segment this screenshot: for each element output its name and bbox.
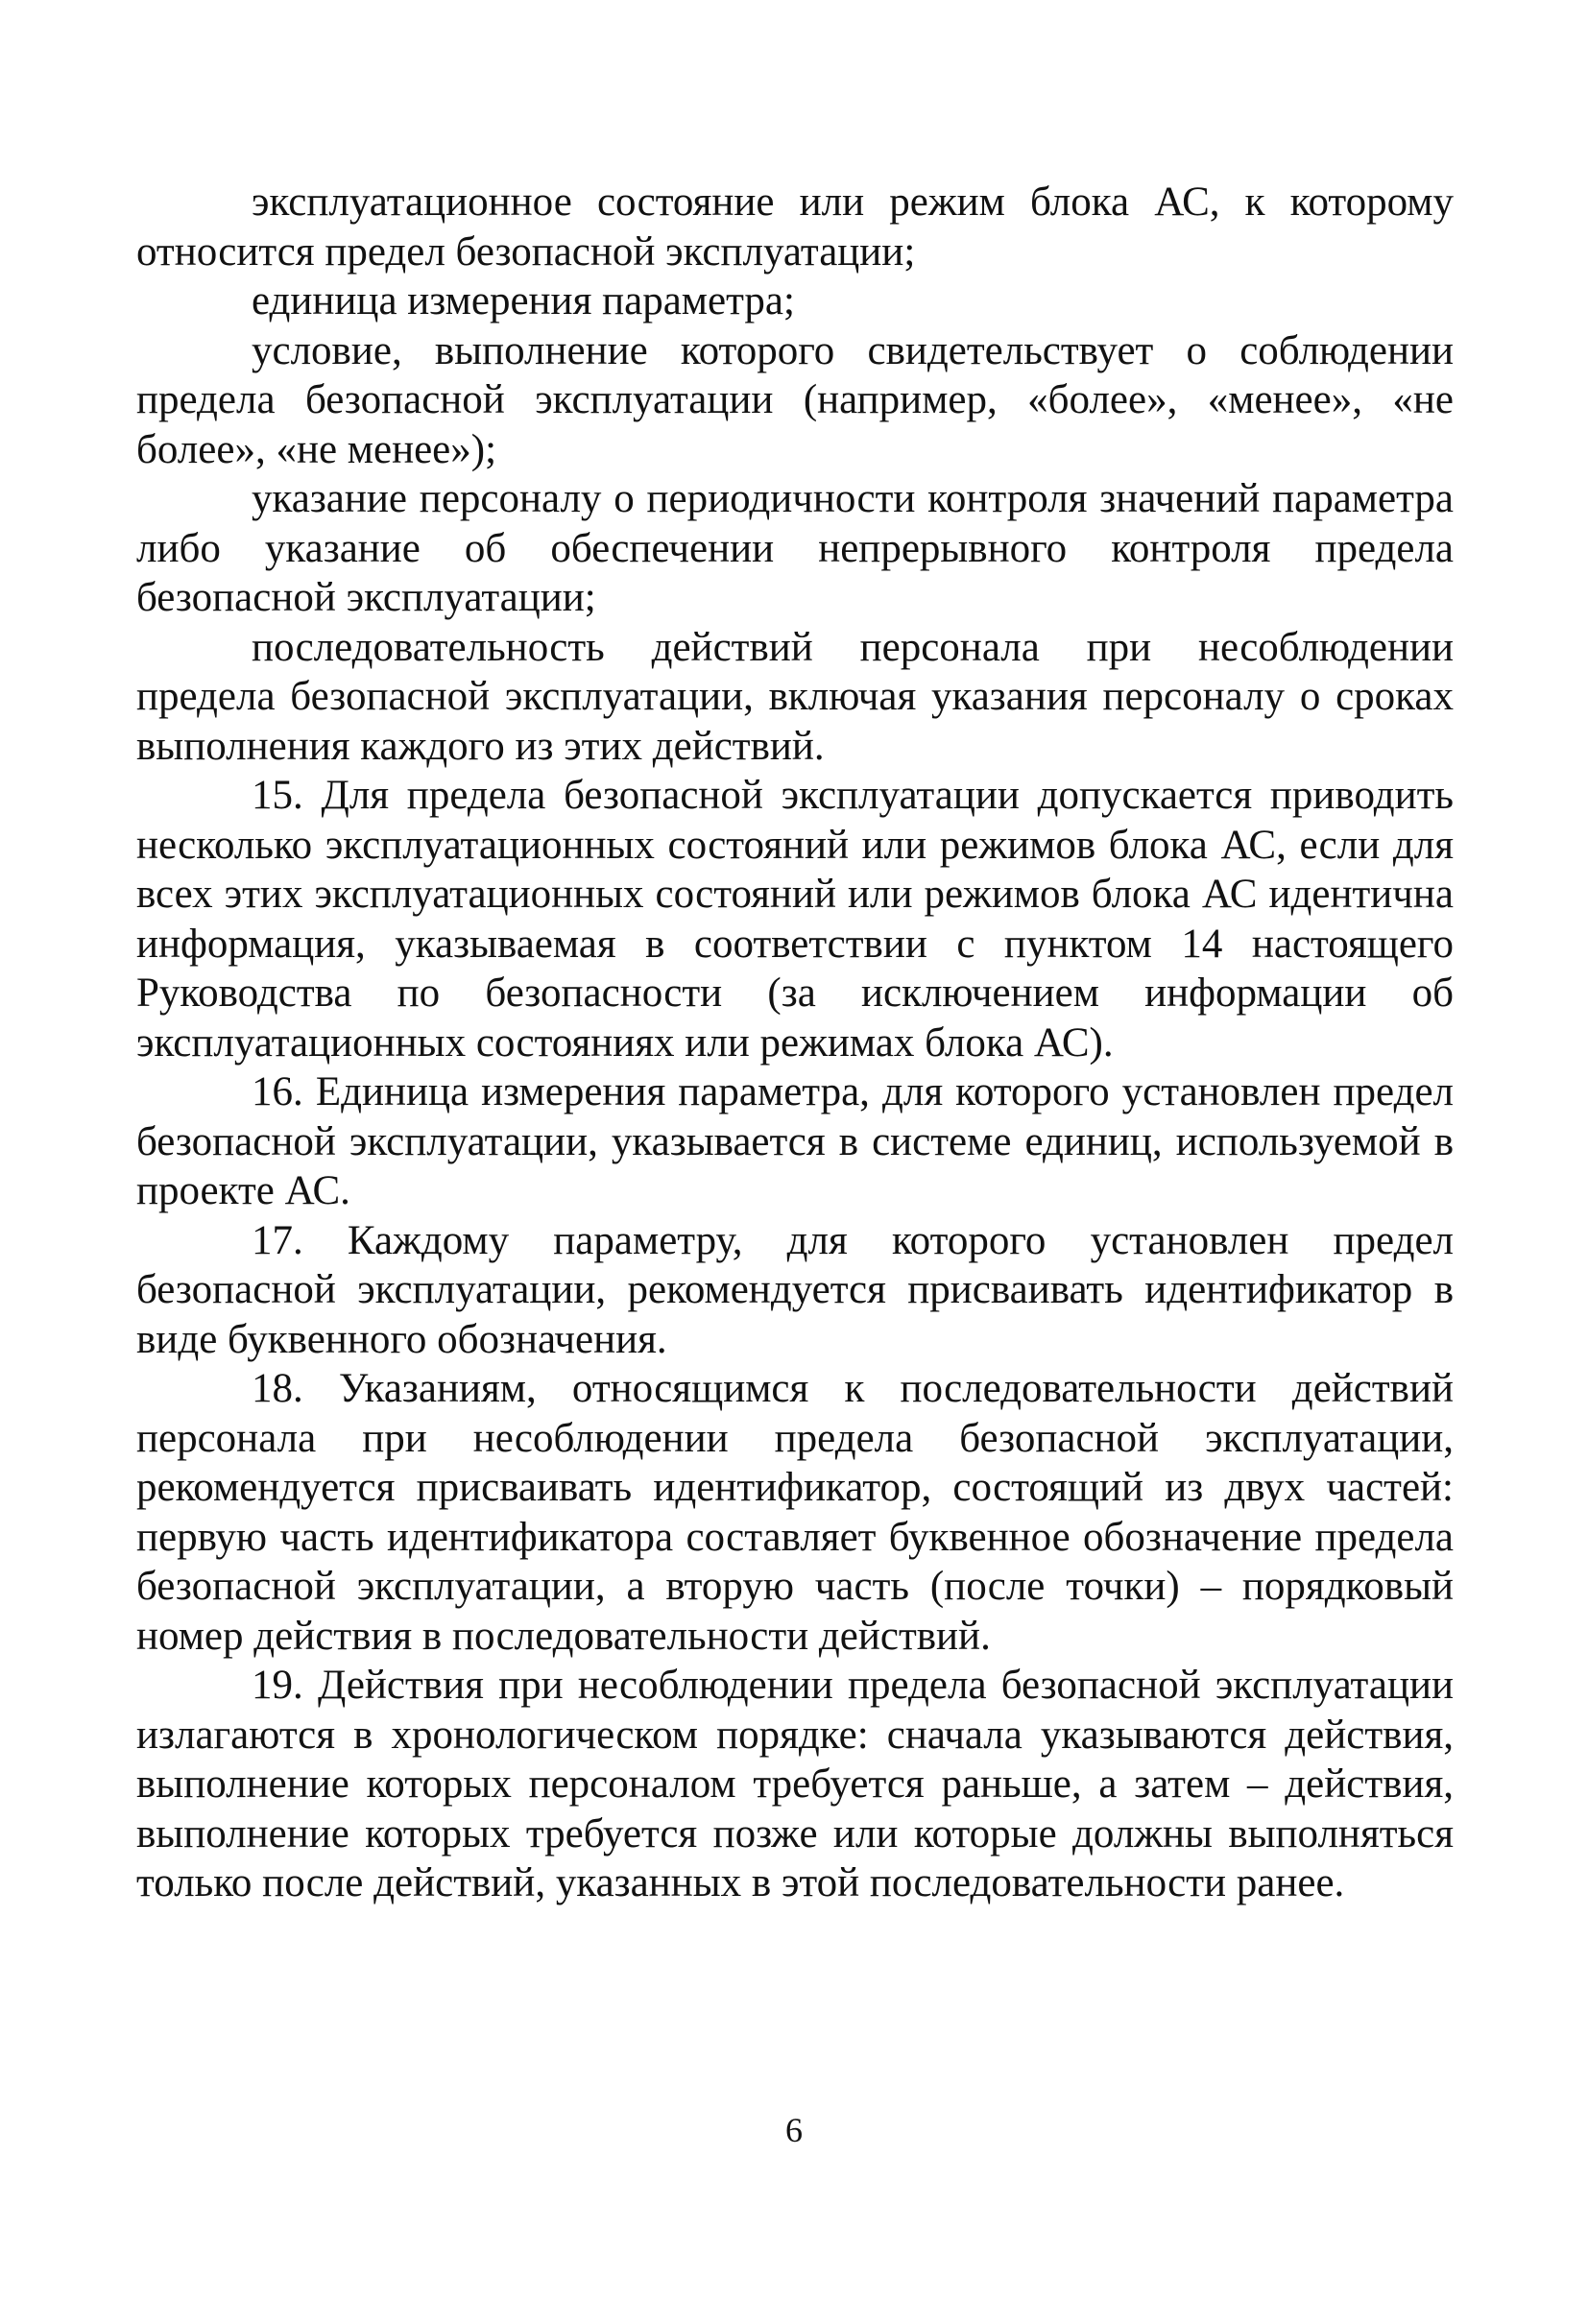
paragraph-item-16: 16. Единица измерения параметра, для которого установлен предел безопасной эксплуатации, указывается в системе единиц, используемой в проекте АС. (136, 1069, 1454, 1213)
paragraph-operating-state: эксплуатационное состояние или режим блока АС, к которому относится предел безопасной эксплуатации; (136, 180, 1454, 275)
paragraph-compliance-condition: условие, выполнение которого свидетельствует о соблюдении предела безопасной эксплуатации (например, «более», «менее», «не более», «не менее»); (136, 327, 1454, 472)
paragraph-item-17: 17. Каждому параметру, для которого установлен предел безопасной эксплуатации, рекомендуется присваивать идентификатор в виде буквенного обозначения. (136, 1217, 1454, 1362)
paragraph-monitoring-periodicity: указание персоналу о периодичности контроля значений параметра либо указание об обеспечении непрерывного контроля предела безопасной эксплуатации; (136, 476, 1454, 620)
paragraph-action-sequence: последовательность действий персонала при несоблюдении предела безопасной эксплуатации, включая указания персоналу о сроках выполнения каждого из этих действий. (136, 624, 1454, 769)
paragraph-item-18: 18. Указаниям, относящимся к последовательности действий персонала при несоблюдении предела безопасной эксплуатации, рекомендуется присваивать идентификатор, состоящий из двух частей: первую часть идентификатора составляет буквенное обозначение предела безопасной эксплуатации, а вторую часть (после точки) – порядковый номер действия в последовательности действий. (136, 1366, 1454, 1659)
paragraph-unit-of-measure: единица измерения параметра; (252, 278, 795, 323)
page-number: 6 (785, 2111, 803, 2149)
paragraph-item-15: 15. Для предела безопасной эксплуатации допускается приводить несколько эксплуатационных состояний или режимов блока АС, если для всех этих эксплуатационных состояний или режимов блока АС идентична информация, указываемая в соответствии с пунктом 14 настоящего Руководства по безопасности (за исключением информации об эксплуатационных состояниях или режимах блока АС). (136, 773, 1454, 1066)
paragraph-item-19: 19. Действия при несоблюдении предела безопасной эксплуатации излагаются в хронологическом порядке: сначала указываются действия, выполнение которых персоналом требуется раньше, а затем – действия, выполнение которых требуется позже или которые должны выполняться только после действий, указанных в этой последовательности ранее. (136, 1663, 1454, 1905)
document-body (136, 178, 1454, 1908)
